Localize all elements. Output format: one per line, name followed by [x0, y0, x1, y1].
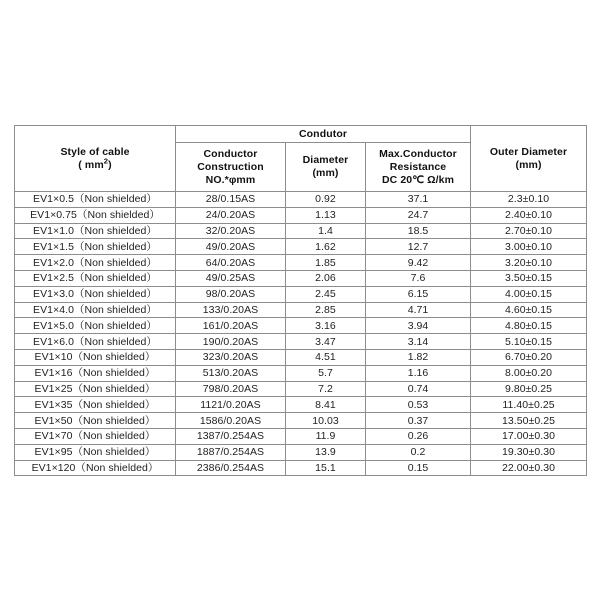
cell-outer-diameter: 4.00±0.15	[471, 286, 587, 302]
cell-style-of-cable: EV1×4.0（Non shielded）	[15, 302, 176, 318]
style-unit-suffix: )	[108, 158, 112, 171]
cell-diameter: 0.92	[286, 192, 366, 208]
cell-diameter: 10.03	[286, 413, 366, 429]
max-resistance-label-line2: Resistance	[389, 160, 447, 173]
cell-conductor-construction: 24/0.20AS	[176, 207, 286, 223]
cell-max-resistance: 1.82	[366, 349, 471, 365]
cell-max-resistance: 3.14	[366, 334, 471, 350]
table-header-row-group	[15, 126, 587, 143]
conductor-construction-label-line1: Conductor	[203, 147, 258, 160]
table-row	[15, 397, 587, 413]
style-of-cable-label-line1: Style of cable	[60, 145, 130, 158]
cell-diameter: 1.4	[286, 223, 366, 239]
outer-diameter-label-line1: Outer Diameter	[489, 145, 568, 158]
cell-outer-diameter: 2.3±0.10	[471, 192, 587, 208]
table-row	[15, 428, 587, 444]
style-unit-superscript: 2	[103, 156, 109, 165]
cell-diameter: 2.06	[286, 270, 366, 286]
cell-style-of-cable: EV1×3.0（Non shielded）	[15, 286, 176, 302]
cell-conductor-construction: 49/0.25AS	[176, 270, 286, 286]
cell-max-resistance: 4.71	[366, 302, 471, 318]
cell-conductor-construction: 798/0.20AS	[176, 381, 286, 397]
table-row	[15, 365, 587, 381]
cell-max-resistance: 0.53	[366, 397, 471, 413]
cell-max-resistance: 0.2	[366, 444, 471, 460]
column-header-conductor-construction	[176, 143, 286, 192]
cell-outer-diameter: 3.20±0.10	[471, 255, 587, 271]
table-header	[15, 126, 587, 192]
cell-outer-diameter: 13.50±0.25	[471, 413, 587, 429]
cell-style-of-cable: EV1×0.75（Non shielded）	[15, 207, 176, 223]
style-of-cable-label-line2	[15, 156, 175, 172]
cable-spec-table-container	[14, 125, 586, 476]
cell-outer-diameter: 2.40±0.10	[471, 207, 587, 223]
cell-max-resistance: 0.74	[366, 381, 471, 397]
cell-diameter: 3.16	[286, 318, 366, 334]
max-resistance-label-line3: DC 20℃ Ω/km	[381, 173, 455, 186]
cell-diameter: 2.85	[286, 302, 366, 318]
table-row	[15, 223, 587, 239]
cell-style-of-cable: EV1×0.5（Non shielded）	[15, 192, 176, 208]
cell-max-resistance: 0.26	[366, 428, 471, 444]
column-header-outer-diameter	[471, 126, 587, 192]
table-row	[15, 270, 587, 286]
cell-max-resistance: 18.5	[366, 223, 471, 239]
cell-outer-diameter: 22.00±0.30	[471, 460, 587, 476]
cell-style-of-cable: EV1×25（Non shielded）	[15, 381, 176, 397]
table-row	[15, 413, 587, 429]
cell-outer-diameter: 3.50±0.15	[471, 270, 587, 286]
cell-max-resistance: 9.42	[366, 255, 471, 271]
table-row	[15, 192, 587, 208]
cable-spec-table	[14, 125, 587, 476]
cell-conductor-construction: 161/0.20AS	[176, 318, 286, 334]
cell-diameter: 2.45	[286, 286, 366, 302]
cell-max-resistance: 3.94	[366, 318, 471, 334]
cell-outer-diameter: 4.60±0.15	[471, 302, 587, 318]
cell-style-of-cable: EV1×5.0（Non shielded）	[15, 318, 176, 334]
style-unit-prefix: ( mm	[78, 158, 104, 171]
cell-style-of-cable: EV1×2.0（Non shielded）	[15, 255, 176, 271]
cell-style-of-cable: EV1×70（Non shielded）	[15, 428, 176, 444]
cell-conductor-construction: 1586/0.20AS	[176, 413, 286, 429]
table-row	[15, 318, 587, 334]
table-row	[15, 381, 587, 397]
cell-style-of-cable: EV1×1.0（Non shielded）	[15, 223, 176, 239]
table-row	[15, 349, 587, 365]
cell-style-of-cable: EV1×50（Non shielded）	[15, 413, 176, 429]
column-header-diameter	[286, 143, 366, 192]
table-row	[15, 239, 587, 255]
cell-max-resistance: 24.7	[366, 207, 471, 223]
cell-diameter: 1.13	[286, 207, 366, 223]
cell-conductor-construction: 32/0.20AS	[176, 223, 286, 239]
cell-diameter: 13.9	[286, 444, 366, 460]
cell-diameter: 15.1	[286, 460, 366, 476]
cell-style-of-cable: EV1×6.0（Non shielded）	[15, 334, 176, 350]
cell-diameter: 7.2	[286, 381, 366, 397]
table-row	[15, 207, 587, 223]
table-row	[15, 460, 587, 476]
cell-outer-diameter: 17.00±0.30	[471, 428, 587, 444]
cell-max-resistance: 0.37	[366, 413, 471, 429]
cell-outer-diameter: 6.70±0.20	[471, 349, 587, 365]
cell-style-of-cable: EV1×2.5（Non shielded）	[15, 270, 176, 286]
cell-conductor-construction: 323/0.20AS	[176, 349, 286, 365]
cell-conductor-construction: 190/0.20AS	[176, 334, 286, 350]
cell-diameter: 5.7	[286, 365, 366, 381]
conductor-construction-label-line2: Construction	[197, 160, 264, 173]
cell-style-of-cable: EV1×1.5（Non shielded）	[15, 239, 176, 255]
conductor-construction-label-line3: NO.*φmm	[205, 173, 256, 186]
cell-conductor-construction: 28/0.15AS	[176, 192, 286, 208]
cell-style-of-cable: EV1×16（Non shielded）	[15, 365, 176, 381]
cell-outer-diameter: 5.10±0.15	[471, 334, 587, 350]
table-row	[15, 302, 587, 318]
table-row	[15, 334, 587, 350]
column-header-style-of-cable	[15, 126, 176, 192]
cell-diameter: 8.41	[286, 397, 366, 413]
diameter-label-line1: Diameter	[302, 154, 349, 166]
table-body	[15, 192, 587, 476]
cell-conductor-construction: 513/0.20AS	[176, 365, 286, 381]
cell-outer-diameter: 3.00±0.10	[471, 239, 587, 255]
cell-outer-diameter: 9.80±0.25	[471, 381, 587, 397]
cell-style-of-cable: EV1×35（Non shielded）	[15, 397, 176, 413]
max-resistance-label-line1: Max.Conductor	[379, 147, 457, 160]
cell-max-resistance: 7.6	[366, 270, 471, 286]
diameter-label-line2: (mm)	[312, 167, 339, 179]
cell-conductor-construction: 133/0.20AS	[176, 302, 286, 318]
cell-conductor-construction: 1887/0.254AS	[176, 444, 286, 460]
outer-diameter-label-line2: (mm)	[515, 158, 542, 171]
cell-max-resistance: 1.16	[366, 365, 471, 381]
cell-diameter: 3.47	[286, 334, 366, 350]
cell-outer-diameter: 11.40±0.25	[471, 397, 587, 413]
cell-conductor-construction: 98/0.20AS	[176, 286, 286, 302]
cell-max-resistance: 12.7	[366, 239, 471, 255]
cell-style-of-cable: EV1×120（Non shielded）	[15, 460, 176, 476]
cell-diameter: 1.85	[286, 255, 366, 271]
cell-conductor-construction: 1121/0.20AS	[176, 397, 286, 413]
cell-conductor-construction: 1387/0.254AS	[176, 428, 286, 444]
cell-conductor-construction: 49/0.20AS	[176, 239, 286, 255]
cell-style-of-cable: EV1×10（Non shielded）	[15, 349, 176, 365]
cell-diameter: 1.62	[286, 239, 366, 255]
cell-outer-diameter: 8.00±0.20	[471, 365, 587, 381]
cell-diameter: 4.51	[286, 349, 366, 365]
cell-max-resistance: 37.1	[366, 192, 471, 208]
column-header-max-conductor-resistance	[366, 143, 471, 192]
cell-conductor-construction: 2386/0.254AS	[176, 460, 286, 476]
table-row	[15, 286, 587, 302]
cell-style-of-cable: EV1×95（Non shielded）	[15, 444, 176, 460]
cell-max-resistance: 0.15	[366, 460, 471, 476]
cell-diameter: 11.9	[286, 428, 366, 444]
cell-conductor-construction: 64/0.20AS	[176, 255, 286, 271]
cell-outer-diameter: 19.30±0.30	[471, 444, 587, 460]
table-row	[15, 255, 587, 271]
cell-outer-diameter: 2.70±0.10	[471, 223, 587, 239]
table-row	[15, 444, 587, 460]
column-group-header-conductor: Condutor	[176, 126, 471, 143]
cell-outer-diameter: 4.80±0.15	[471, 318, 587, 334]
cell-max-resistance: 6.15	[366, 286, 471, 302]
